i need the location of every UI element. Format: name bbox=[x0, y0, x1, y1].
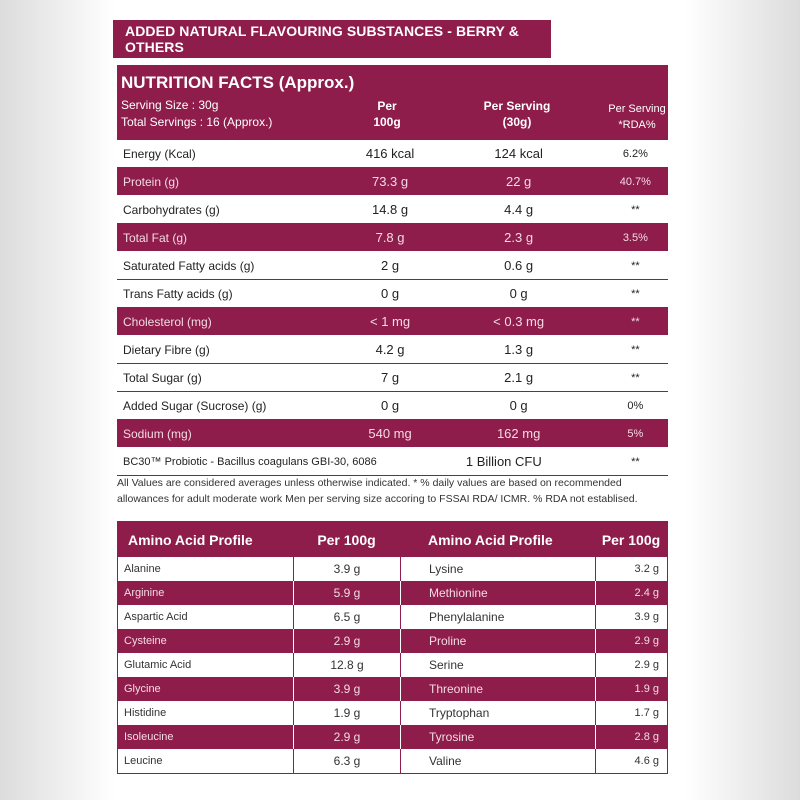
nutrient-per-100g: 416 kcal bbox=[365, 146, 415, 161]
nutrient-per-100g: 2 g bbox=[381, 258, 400, 273]
col-rda-line1: Per Serving bbox=[608, 103, 666, 115]
col-per-100g-line1: Per bbox=[377, 99, 397, 113]
nutrient-name: Dietary Fibre (g) bbox=[123, 342, 210, 357]
nutrient-name: Total Fat (g) bbox=[123, 230, 188, 245]
amino-right-value: 2.4 g bbox=[595, 581, 667, 605]
nutrient-row bbox=[117, 196, 668, 224]
nutrient-row bbox=[117, 252, 668, 280]
amino-left-name: Glycine bbox=[124, 683, 161, 695]
nutrient-row bbox=[117, 308, 668, 336]
nutrient-per-serving: 0 g bbox=[509, 286, 528, 301]
amino-row bbox=[118, 581, 667, 605]
amino-left-name: Arginine bbox=[124, 587, 165, 599]
nutrient-name: Cholesterol (mg) bbox=[123, 314, 212, 329]
amino-right-value: 3.2 g bbox=[595, 557, 667, 581]
nutrient-row bbox=[117, 140, 668, 168]
nutrient-name: Carbohydrates (g) bbox=[123, 202, 220, 217]
amino-row bbox=[118, 605, 667, 629]
amino-header-right: Amino Acid Profile bbox=[428, 531, 553, 548]
col-per-serving bbox=[467, 98, 567, 130]
amino-row bbox=[118, 557, 667, 581]
col-per-serving-line2: (30g) bbox=[502, 115, 532, 129]
nutrient-rda: 0% bbox=[627, 399, 644, 412]
amino-left-value: 2.9 g bbox=[293, 629, 400, 653]
amino-row bbox=[118, 629, 667, 653]
amino-left-name: Glutamic Acid bbox=[124, 659, 192, 671]
amino-left-value: 3.9 g bbox=[293, 557, 400, 581]
nutrient-name: Energy (Kcal) bbox=[123, 146, 196, 161]
nutrient-row bbox=[117, 420, 668, 448]
nutrient-per-100g: 73.3 g bbox=[371, 174, 409, 189]
footnote-line1: All Values are considered averages unless otherwise indicated. * % daily values are based on recommended bbox=[117, 477, 622, 489]
nutrient-name: Added Sugar (Sucrose) (g) bbox=[123, 398, 267, 413]
nutrient-per-100g: 540 mg bbox=[368, 426, 412, 441]
nutrient-per-serving: 0.6 g bbox=[504, 258, 534, 273]
amino-right-name: Methionine bbox=[400, 581, 595, 605]
amino-header-left: Amino Acid Profile bbox=[128, 531, 253, 548]
amino-row bbox=[118, 701, 667, 725]
amino-right-value: 3.9 g bbox=[595, 605, 667, 629]
nutrient-per-serving: 22 g bbox=[505, 174, 532, 189]
amino-right-value: 1.7 g bbox=[595, 701, 667, 725]
probiotic-value: 1 Billion CFU bbox=[465, 454, 542, 469]
amino-left-value: 6.5 g bbox=[293, 605, 400, 629]
amino-right-value: 2.8 g bbox=[595, 725, 667, 749]
amino-acid-header bbox=[118, 522, 667, 557]
amino-row bbox=[118, 749, 667, 773]
nutrient-row bbox=[117, 224, 668, 252]
nutrition-facts-rows bbox=[117, 140, 668, 448]
amino-row bbox=[118, 725, 667, 749]
right-shading bbox=[685, 0, 800, 800]
nutrient-per-serving: 4.4 g bbox=[504, 202, 534, 217]
amino-left-value: 3.9 g bbox=[293, 677, 400, 701]
amino-left-value: 1.9 g bbox=[293, 701, 400, 725]
amino-acid-rows bbox=[118, 557, 667, 773]
amino-header-right-value: Per 100g bbox=[601, 531, 661, 548]
amino-left-name: Cysteine bbox=[124, 635, 167, 647]
col-per-serving-line1: Per Serving bbox=[483, 99, 551, 113]
probiotic-rda: ** bbox=[631, 455, 640, 468]
nutrient-name: Sodium (mg) bbox=[123, 426, 192, 441]
nutrient-rda: 6.2% bbox=[622, 147, 648, 160]
amino-row bbox=[118, 653, 667, 677]
nutrient-rda: 5% bbox=[627, 427, 644, 440]
nutrient-per-serving: 1.3 g bbox=[504, 342, 534, 357]
nutrient-name: Trans Fatty acids (g) bbox=[123, 286, 233, 301]
nutrient-rda: 3.5% bbox=[622, 231, 648, 244]
amino-left-value: 12.8 g bbox=[293, 653, 400, 677]
col-rda-line2: *RDA% bbox=[618, 119, 656, 131]
amino-right-name: Phenylalanine bbox=[400, 605, 595, 629]
nutrient-name: Total Sugar (g) bbox=[123, 370, 202, 385]
nutrient-per-serving: 0 g bbox=[509, 398, 528, 413]
flavour-banner: ADDED NATURAL FLAVOURING SUBSTANCES - BERRY & OTHERS bbox=[113, 20, 551, 58]
nutrient-per-100g: 4.2 g bbox=[375, 342, 405, 357]
serving-size: Serving Size : 30g bbox=[121, 98, 219, 112]
nutrient-per-100g: 0 g bbox=[381, 398, 400, 413]
nutrient-rda: ** bbox=[631, 259, 640, 272]
amino-left-value: 6.3 g bbox=[293, 749, 400, 773]
amino-right-value: 2.9 g bbox=[595, 653, 667, 677]
amino-left-name: Alanine bbox=[124, 563, 161, 575]
amino-right-value: 4.6 g bbox=[595, 749, 667, 773]
nutrition-facts-table bbox=[117, 65, 668, 476]
amino-header-left-value: Per 100g bbox=[317, 531, 376, 548]
amino-right-name: Valine bbox=[400, 749, 595, 773]
amino-right-name: Proline bbox=[400, 629, 595, 653]
amino-left-name: Leucine bbox=[124, 755, 163, 767]
nutrient-name: Saturated Fatty acids (g) bbox=[123, 258, 255, 273]
nutrient-row bbox=[117, 168, 668, 196]
nutrition-facts-header bbox=[117, 65, 668, 140]
amino-left-name: Isoleucine bbox=[124, 731, 174, 743]
nutrient-row bbox=[117, 392, 668, 420]
nutrient-per-serving: < 0.3 mg bbox=[493, 314, 545, 329]
nutrient-per-100g: 7 g bbox=[381, 370, 400, 385]
amino-right-name: Tyrosine bbox=[400, 725, 595, 749]
amino-left-value: 2.9 g bbox=[293, 725, 400, 749]
col-rda bbox=[597, 101, 677, 133]
amino-right-name: Tryptophan bbox=[400, 701, 595, 725]
total-servings: Total Servings : 16 (Approx.) bbox=[121, 115, 273, 129]
nutrient-per-serving: 2.3 g bbox=[504, 230, 534, 245]
probiotic-name: BC30™ Probiotic - Bacillus coagulans GBI-30, 6086 bbox=[123, 455, 377, 468]
nutrient-per-100g: 7.8 g bbox=[375, 230, 405, 245]
nutrient-per-100g: < 1 mg bbox=[370, 314, 411, 329]
nutrient-per-100g: 0 g bbox=[381, 286, 400, 301]
col-per-100g bbox=[357, 98, 417, 130]
amino-row bbox=[118, 677, 667, 701]
nutrient-rda: ** bbox=[631, 315, 640, 328]
amino-left-value: 5.9 g bbox=[293, 581, 400, 605]
nutrient-per-serving: 162 mg bbox=[496, 426, 541, 441]
amino-right-value: 2.9 g bbox=[595, 629, 667, 653]
nutrient-rda: ** bbox=[631, 287, 640, 300]
amino-right-name: Serine bbox=[400, 653, 595, 677]
amino-right-name: Lysine bbox=[400, 557, 595, 581]
footnote bbox=[117, 475, 668, 507]
amino-right-value: 1.9 g bbox=[595, 677, 667, 701]
probiotic-row bbox=[117, 448, 668, 476]
nutrient-row bbox=[117, 364, 668, 392]
left-shading bbox=[0, 0, 115, 800]
col-per-100g-line2: 100g bbox=[373, 115, 401, 129]
nutrient-name: Protein (g) bbox=[123, 174, 180, 189]
amino-left-name: Aspartic Acid bbox=[124, 611, 188, 623]
nutrient-rda: 40.7% bbox=[619, 175, 651, 188]
nutrient-row bbox=[117, 336, 668, 364]
nutrient-row bbox=[117, 280, 668, 308]
amino-left-name: Histidine bbox=[124, 707, 167, 719]
amino-acid-table bbox=[117, 521, 668, 774]
nutrient-rda: ** bbox=[631, 371, 640, 384]
nutrient-per-serving: 2.1 g bbox=[504, 370, 534, 385]
nutrient-per-100g: 14.8 g bbox=[371, 202, 409, 217]
nutrient-rda: ** bbox=[631, 343, 640, 356]
nutrient-per-serving: 124 kcal bbox=[494, 146, 543, 161]
nutrient-rda: ** bbox=[631, 203, 640, 216]
amino-right-name: Threonine bbox=[400, 677, 595, 701]
footnote-line2: allowances for adult moderate work Men per serving size accoring to FSSAI RDA/ ICMR. % RDA not establised. bbox=[117, 493, 638, 505]
nutrition-facts-title: NUTRITION FACTS (Approx.) bbox=[121, 73, 355, 92]
